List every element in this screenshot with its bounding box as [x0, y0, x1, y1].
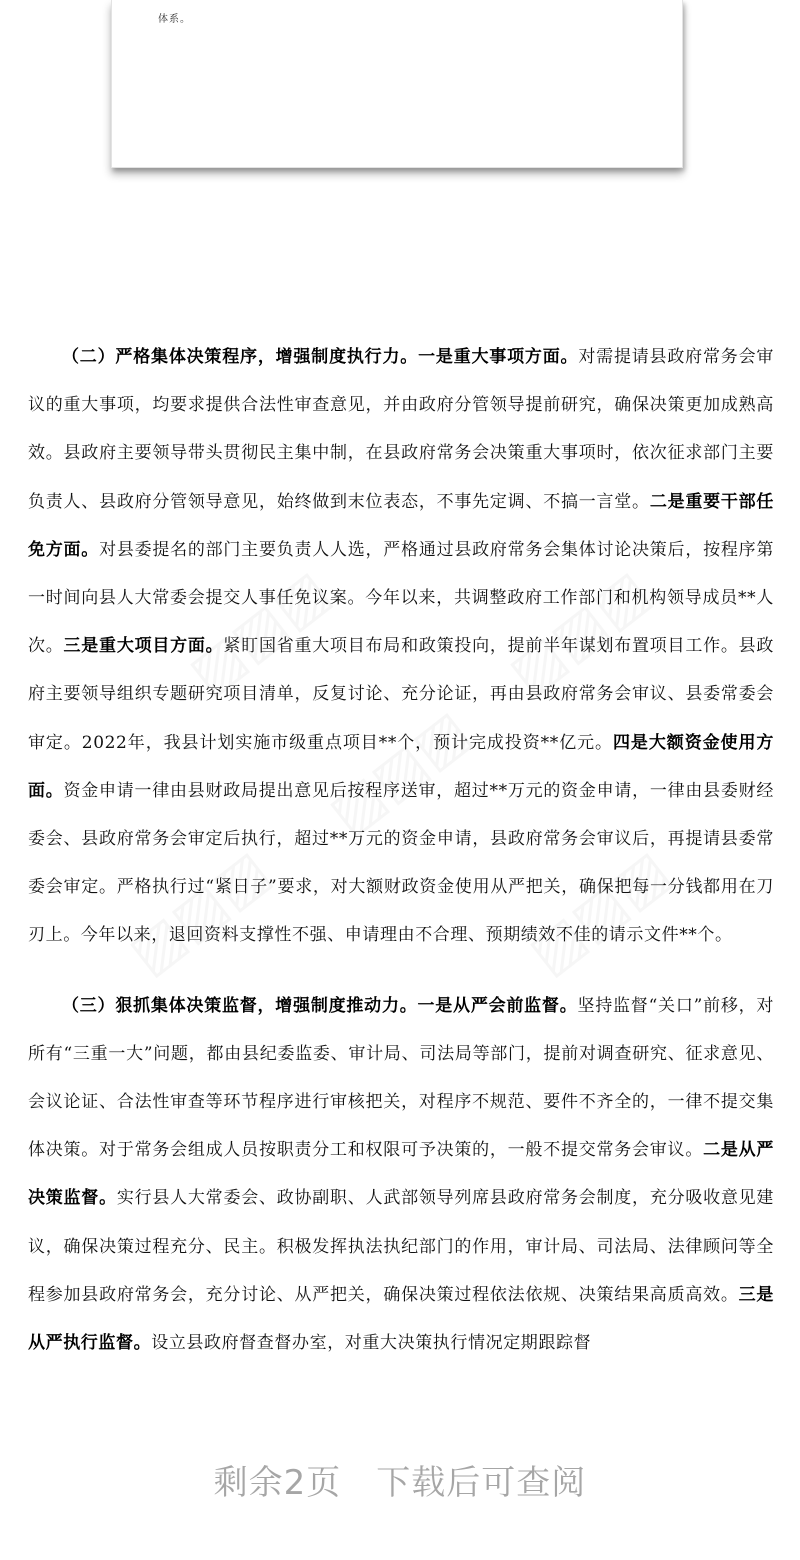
body-run: 对需提请县政府常务会审议的重大事项，均要求提供合法性审查意见，并由政府分管领导提前研究，确保决策更加成熟高效。县政府主要领导带头贯彻民主集中制，在县政府常务会决策重大事项时，依次征求部门主要负责人、县政府分管领导意见，始终做到末位表态，不事先定调、不搞一言堂。 — [28, 347, 774, 512]
paragraph-section-3 — [28, 982, 774, 1368]
document-body — [28, 333, 774, 1389]
heading-run: 二是重要干部任免方面。 — [28, 491, 775, 560]
heading-run: 四是大额资金使用方面。 — [28, 732, 774, 801]
body-run: 紧盯国省重大项目布局和政策投向，提前半年谋划布置项目工作。县政府主要领导组织专题研究项目清单，反复讨论、充分论证，再由县政府常务会审议、县委常委会审定。2022年，我县计划实施市级重点项目**个，预计完成投资**亿元。 — [28, 636, 774, 753]
heading-run: 三是从严执行监督。 — [28, 1284, 775, 1354]
body-run: 资金申请一律由县财政局提出意见后按程序送审，超过**万元的资金申请，一律由县委财经委会、县政府常务会审定后执行，超过**万元的资金申请，县政府常务会审议后，再提请县委常委会审定。严格执行过“紧日子”要求，对大额财政资金使用从严把关，确保把每一分钱都用在刀刃上。今年以来，退回资料支撑性不强、申请理由不合理、预期绩效不佳的请示文件**个。 — [28, 780, 774, 946]
paragraph-section-2 — [28, 333, 774, 960]
heading-run: （三）狠抓集体决策监督，增强制度推动力。一是从严会前监督。 — [62, 995, 578, 1016]
body-run: 坚持监督“关口”前移，对所有“三重一大”问题，都由县纪委监委、审计局、司法局等部门，提前对调查研究、征求意见、会议论证、合法性审查等环节程序进行审核把关，对程序不规范、要件不齐全的，一律不提交集体决策。对于常务会组成人员按职责分工和权限可予决策的，一般不提交常务会审议。 — [28, 995, 774, 1161]
heading-run: （二）严格集体决策程序，增强制度执行力。一是重大事项方面。 — [62, 347, 579, 367]
page-card-text: 体系。 — [158, 14, 191, 25]
heading-run: 二是从严决策监督。 — [28, 1140, 774, 1209]
heading-run: 三是重大项目方面。 — [63, 636, 224, 657]
body-run: 设立县政府督查督办室，对重大决策执行情况定期跟踪督 — [151, 1333, 592, 1354]
remaining-pages-download-prompt[interactable]: 剩余2页 下载后可查阅 — [213, 1463, 587, 1503]
body-run: 实行县人大常委会、政协副职、人武部领导列席县政府常务会制度，充分吸收意见建议，确保决策过程充分、民主。积极发挥执法执纪部门的作用，审计局、司法局、法律顾问等全程参加县政府常务会，充分讨论、从严把关，确保决策过程依法依规、决策结果高质高效。 — [28, 1188, 775, 1305]
previous-page-card — [111, 0, 683, 168]
body-run: 对县委提名的部门主要负责人人选，严格通过县政府常务会集体讨论决策后，按程序第一时间向县人大常委会提交人事任免议案。今年以来，共调整政府工作部门和机构领导成员**人次。 — [28, 539, 774, 657]
